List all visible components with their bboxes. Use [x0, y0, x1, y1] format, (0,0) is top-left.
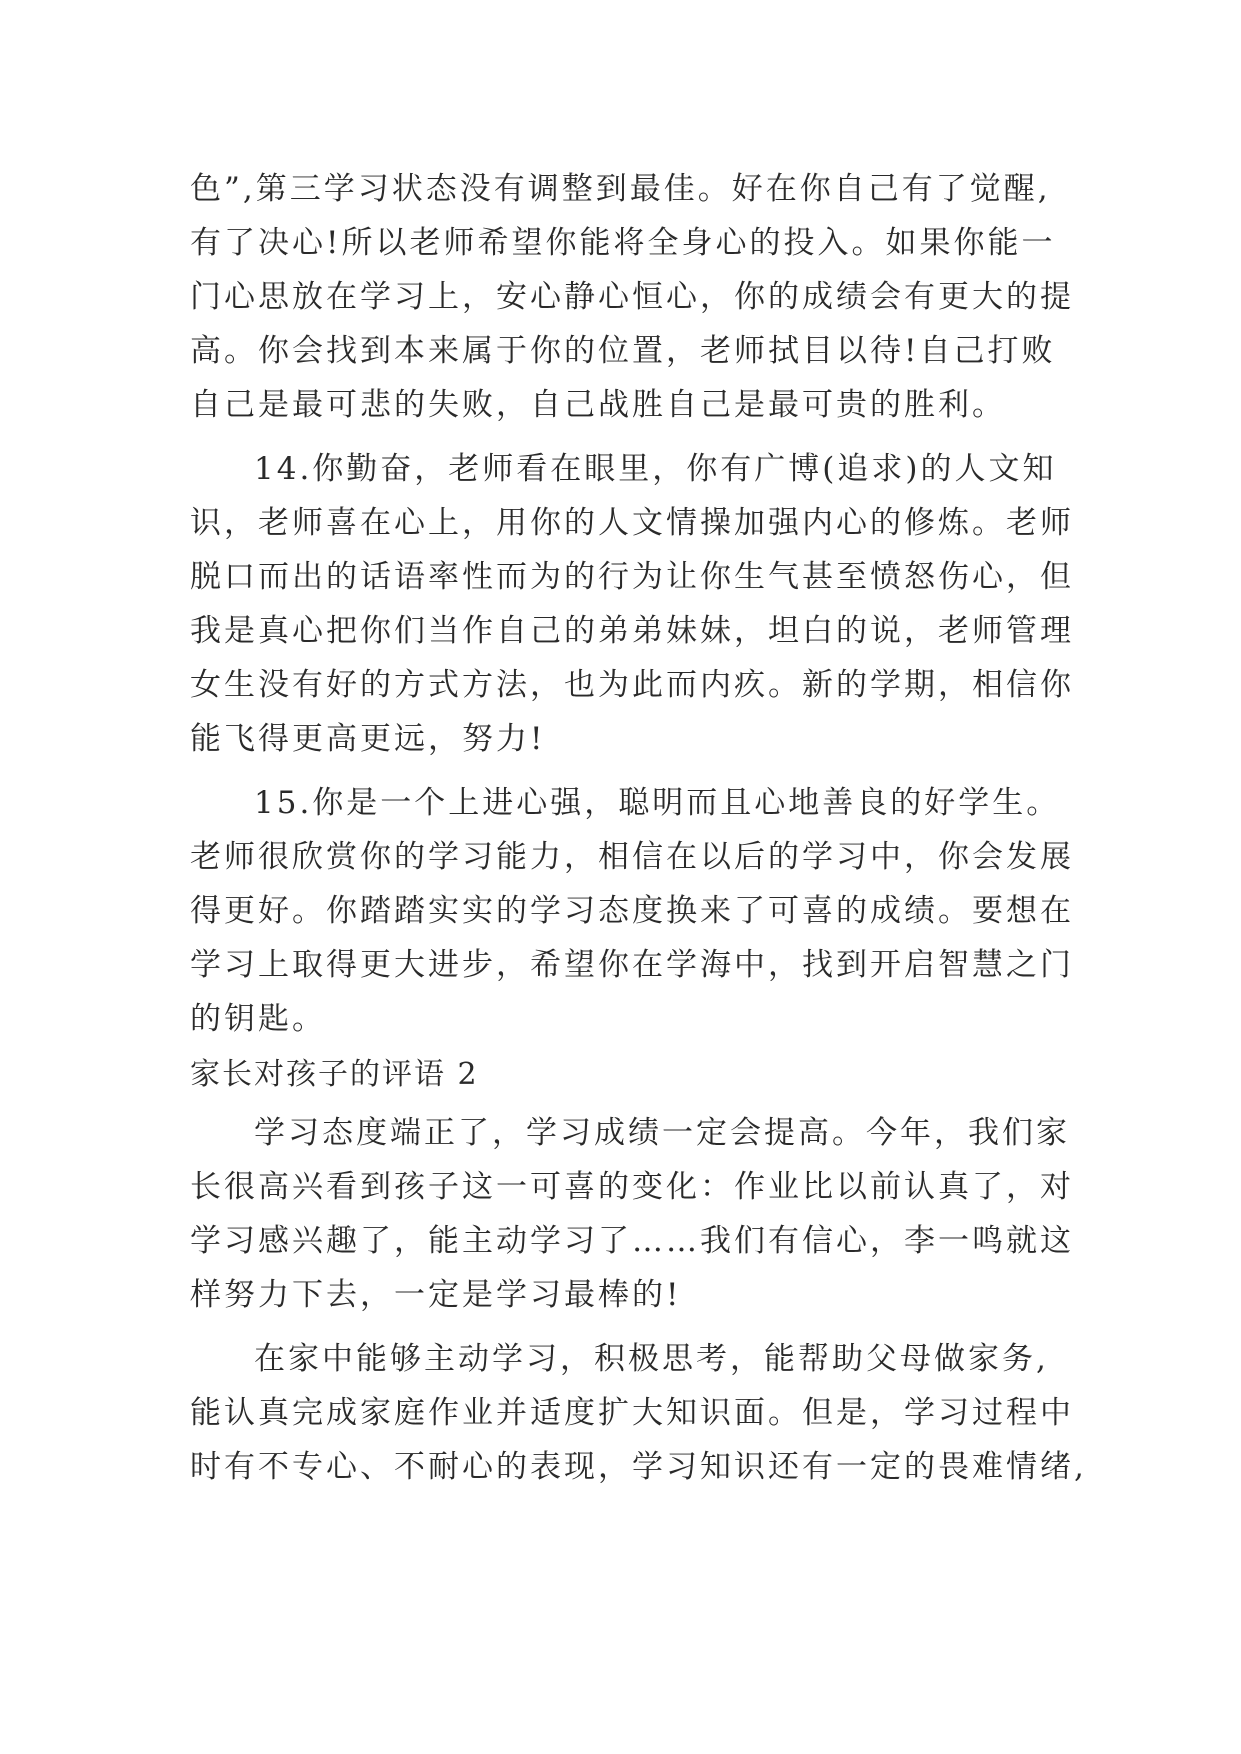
paragraph-line: 15.你是一个上进心强，聪明而且心地善良的好学生。 [254, 785, 1061, 821]
paragraph-line: 女生没有好的方式方法，也为此而内疚。新的学期，相信你 [190, 667, 1074, 703]
paragraph-line: 自己是最可悲的失败，自己战胜自己是最可贵的胜利。 [190, 387, 1006, 423]
paragraph-line: 得更好。你踏踏实实的学习态度换来了可喜的成绩。要想在 [190, 893, 1074, 929]
paragraph-line: 样努力下去，一定是学习最棒的! [190, 1277, 682, 1313]
paragraph-line: 识，老师喜在心上，用你的人文情操加强内心的修炼。老师 [190, 505, 1074, 541]
paragraph-line: 学习态度端正了，学习成绩一定会提高。今年，我们家 [254, 1115, 1070, 1151]
paragraph-line: 学习上取得更大进步，希望你在学海中，找到开启智慧之门 [190, 947, 1074, 983]
paragraph-line: 我是真心把你们当作自己的弟弟妹妹，坦白的说，老师管理 [190, 613, 1074, 649]
section-heading: 家长对孩子的评语 2 [190, 1057, 479, 1092]
paragraph-line: 的钥匙。 [190, 1001, 326, 1037]
paragraph-line: 老师很欣赏你的学习能力，相信在以后的学习中，你会发展 [190, 839, 1074, 875]
paragraph-line: 色”,第三学习状态没有调整到最佳。好在你自己有了觉醒, [190, 171, 1051, 207]
paragraph-line: 长很高兴看到孩子这一可喜的变化：作业比以前认真了，对 [190, 1169, 1074, 1205]
paragraph-line: 脱口而出的话语率性而为的行为让你生气甚至愤怒伤心，但 [190, 559, 1074, 595]
paragraph-line: 学习感兴趣了，能主动学习了……我们有信心，李一鸣就这 [190, 1223, 1074, 1259]
paragraph-line: 能飞得更高更远，努力! [190, 721, 546, 757]
paragraph-line: 时有不专心、不耐心的表现，学习知识还有一定的畏难情绪, [190, 1449, 1087, 1485]
paragraph-line: 门心思放在学习上，安心静心恒心，你的成绩会有更大的提 [190, 279, 1074, 315]
paragraph-line: 高。你会找到本来属于你的位置，老师拭目以待!自己打败 [190, 333, 1056, 369]
paragraph-line: 有了决心!所以老师希望你能将全身心的投入。如果你能一 [190, 225, 1056, 261]
paragraph-line: 在家中能够主动学习，积极思考，能帮助父母做家务, [254, 1341, 1049, 1377]
paragraph-line: 14.你勤奋，老师看在眼里，你有广博(追求)的人文知 [254, 451, 1057, 487]
paragraph-line: 能认真完成家庭作业并适度扩大知识面。但是，学习过程中 [190, 1395, 1074, 1431]
